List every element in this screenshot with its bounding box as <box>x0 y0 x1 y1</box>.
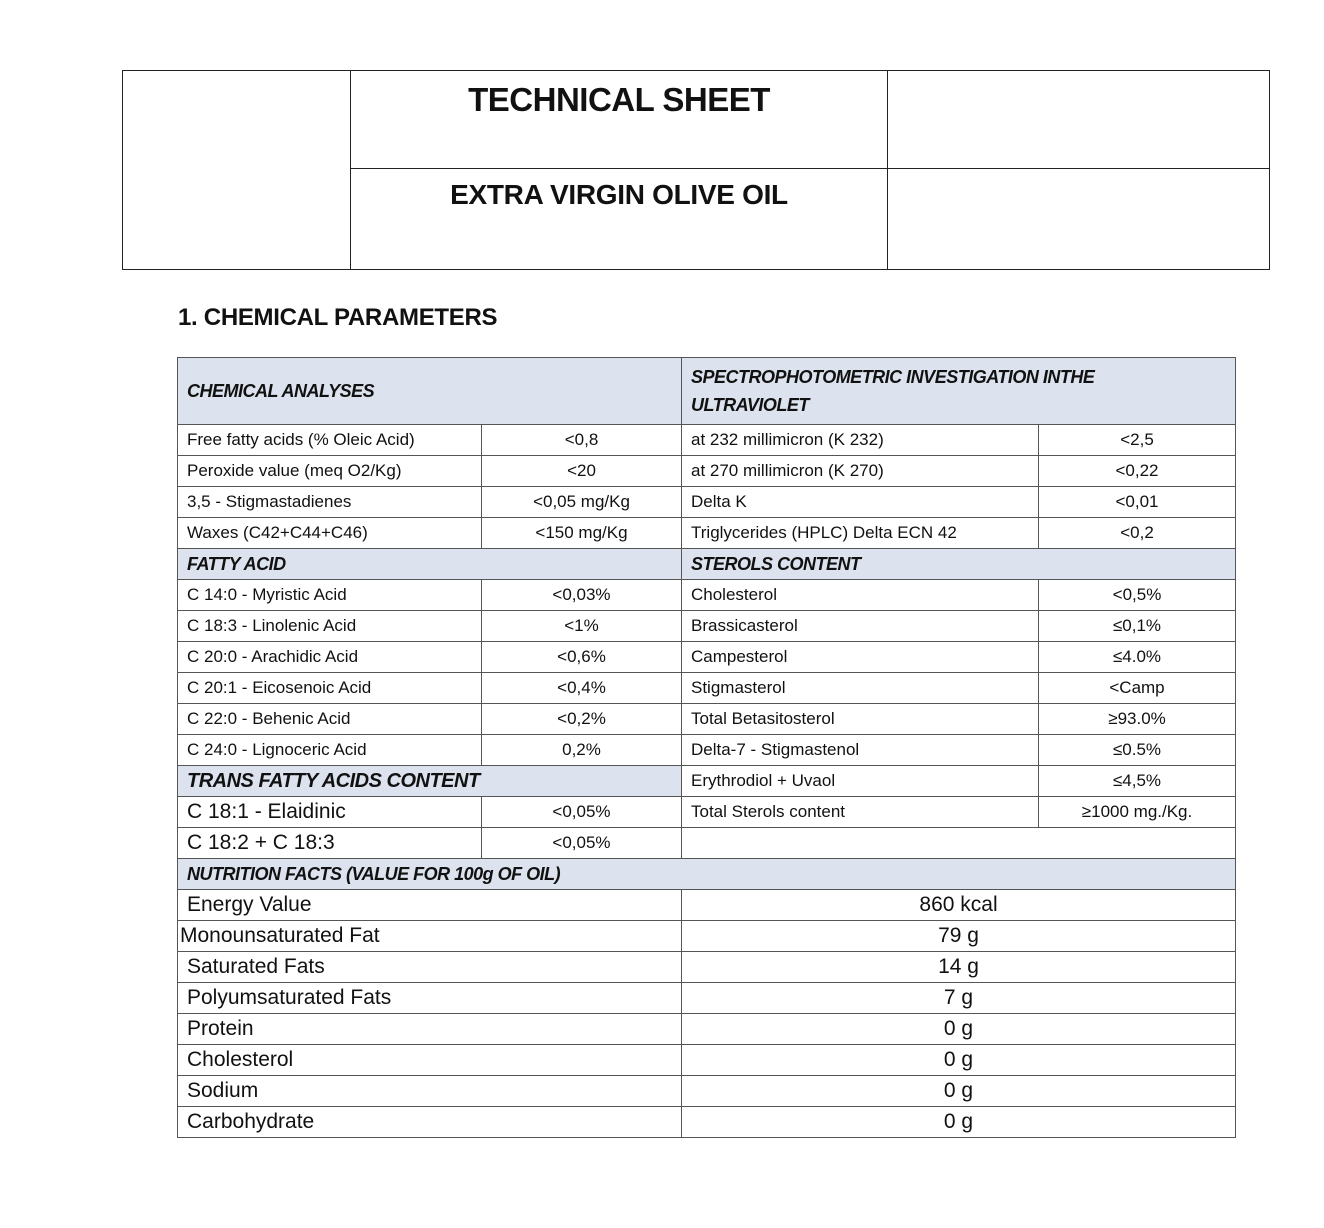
row-label: Peroxide value (meq O2/Kg) <box>178 456 482 487</box>
row-value: ≥93.0% <box>1039 704 1236 735</box>
document-title: TECHNICAL SHEET <box>468 81 770 118</box>
row-label: Delta K <box>682 487 1039 518</box>
row-label: Free fatty acids (% Oleic Acid) <box>178 425 482 456</box>
sterols-header: STEROLS CONTENT <box>682 549 1236 580</box>
table-row <box>178 642 1236 673</box>
row-value: <0,2% <box>482 704 682 735</box>
subtitle-cell <box>351 169 888 269</box>
document-header <box>122 70 1270 270</box>
row-label: Cholesterol <box>682 580 1039 611</box>
row-label: C 20:1 - Eicosenoic Acid <box>178 673 482 704</box>
section-header-row <box>178 859 1236 890</box>
table-row <box>178 518 1236 549</box>
row-label: Campesterol <box>682 642 1039 673</box>
row-label: C 22:0 - Behenic Acid <box>178 704 482 735</box>
row-value: 860 kcal <box>682 890 1236 921</box>
row-label: Carbohydrate <box>178 1107 682 1138</box>
table-row <box>178 425 1236 456</box>
row-label: C 18:3 - Linolenic Acid <box>178 611 482 642</box>
row-value: ≥1000 mg./Kg. <box>1039 797 1236 828</box>
row-label: Delta-7 - Stigmastenol <box>682 735 1039 766</box>
table-row <box>178 766 1236 797</box>
row-label: Total Betasitosterol <box>682 704 1039 735</box>
row-label: Monounsaturated Fat <box>178 921 682 952</box>
table-row <box>178 983 1236 1014</box>
table-row <box>178 580 1236 611</box>
row-label: Saturated Fats <box>178 952 682 983</box>
table-row <box>178 735 1236 766</box>
fatty-acid-header: FATTY ACID <box>178 549 682 580</box>
row-value: <0,6% <box>482 642 682 673</box>
row-label: C 18:1 - Elaidinic <box>178 797 482 828</box>
row-label: at 232 millimicron (K 232) <box>682 425 1039 456</box>
row-label: Polyumsaturated Fats <box>178 983 682 1014</box>
nutrition-header: NUTRITION FACTS (VALUE FOR 100g OF OIL) <box>178 859 1236 890</box>
row-value: <Camp <box>1039 673 1236 704</box>
header-right-bottom-cell <box>888 169 1269 269</box>
row-label: C 14:0 - Myristic Acid <box>178 580 482 611</box>
logo-cell <box>123 71 351 269</box>
row-value: <2,5 <box>1039 425 1236 456</box>
row-value: <0,01 <box>1039 487 1236 518</box>
row-value: <150 mg/Kg <box>482 518 682 549</box>
row-value: <0,03% <box>482 580 682 611</box>
table-row <box>178 1014 1236 1045</box>
empty-cell <box>682 828 1236 859</box>
row-label: Total Sterols content <box>682 797 1039 828</box>
row-value: <0,5% <box>1039 580 1236 611</box>
table-row <box>178 456 1236 487</box>
trans-fatty-header: TRANS FATTY ACIDS CONTENT <box>178 766 682 797</box>
table-row <box>178 828 1236 859</box>
title-cell <box>351 71 888 169</box>
row-label: Sodium <box>178 1076 682 1107</box>
row-value: <0,05% <box>482 828 682 859</box>
row-value: 0 g <box>682 1107 1236 1138</box>
spectro-header: SPECTROPHOTOMETRIC INVESTIGATION INTHE ULTRAVIOLET <box>682 358 1236 425</box>
row-value: <0,22 <box>1039 456 1236 487</box>
table-row <box>178 704 1236 735</box>
row-label: Waxes (C42+C44+C46) <box>178 518 482 549</box>
row-value: <0,8 <box>482 425 682 456</box>
row-value: <0,2 <box>1039 518 1236 549</box>
row-value: 0 g <box>682 1076 1236 1107</box>
section-header-row <box>178 358 1236 425</box>
row-label: Cholesterol <box>178 1045 682 1076</box>
row-label: C 18:2 + C 18:3 <box>178 828 482 859</box>
row-value: ≤4.0% <box>1039 642 1236 673</box>
row-label: Brassicasterol <box>682 611 1039 642</box>
table-row <box>178 952 1236 983</box>
row-value: <20 <box>482 456 682 487</box>
row-label: at 270 millimicron (K 270) <box>682 456 1039 487</box>
row-label: Erythrodiol + Uvaol <box>682 766 1039 797</box>
table-row <box>178 1045 1236 1076</box>
product-name: EXTRA VIRGIN OLIVE OIL <box>450 179 788 210</box>
row-label: Triglycerides (HPLC) Delta ECN 42 <box>682 518 1039 549</box>
row-value: 7 g <box>682 983 1236 1014</box>
row-label: C 20:0 - Arachidic Acid <box>178 642 482 673</box>
table-row <box>178 890 1236 921</box>
table-row <box>178 611 1236 642</box>
table-row <box>178 1107 1236 1138</box>
row-label: C 24:0 - Lignoceric Acid <box>178 735 482 766</box>
table-row <box>178 1076 1236 1107</box>
row-label: Energy Value <box>178 890 682 921</box>
table-row <box>178 797 1236 828</box>
table-row <box>178 673 1236 704</box>
row-value: 79 g <box>682 921 1236 952</box>
row-value: ≤0.5% <box>1039 735 1236 766</box>
row-value: 0 g <box>682 1014 1236 1045</box>
chemical-parameters-table <box>177 357 1236 1138</box>
section-heading: 1. CHEMICAL PARAMETERS <box>178 304 498 331</box>
table-row <box>178 487 1236 518</box>
row-label: 3,5 - Stigmastadienes <box>178 487 482 518</box>
row-value: <1% <box>482 611 682 642</box>
header-right-top-cell <box>888 71 1269 169</box>
row-value: ≤4,5% <box>1039 766 1236 797</box>
row-value: ≤0,1% <box>1039 611 1236 642</box>
row-label: Protein <box>178 1014 682 1045</box>
row-value: <0,05 mg/Kg <box>482 487 682 518</box>
row-value: <0,4% <box>482 673 682 704</box>
row-value: <0,05% <box>482 797 682 828</box>
section-header-row <box>178 549 1236 580</box>
table-row <box>178 921 1236 952</box>
row-value: 0,2% <box>482 735 682 766</box>
chemical-analyses-header: CHEMICAL ANALYSES <box>178 358 682 425</box>
row-value: 14 g <box>682 952 1236 983</box>
row-value: 0 g <box>682 1045 1236 1076</box>
row-label: Stigmasterol <box>682 673 1039 704</box>
